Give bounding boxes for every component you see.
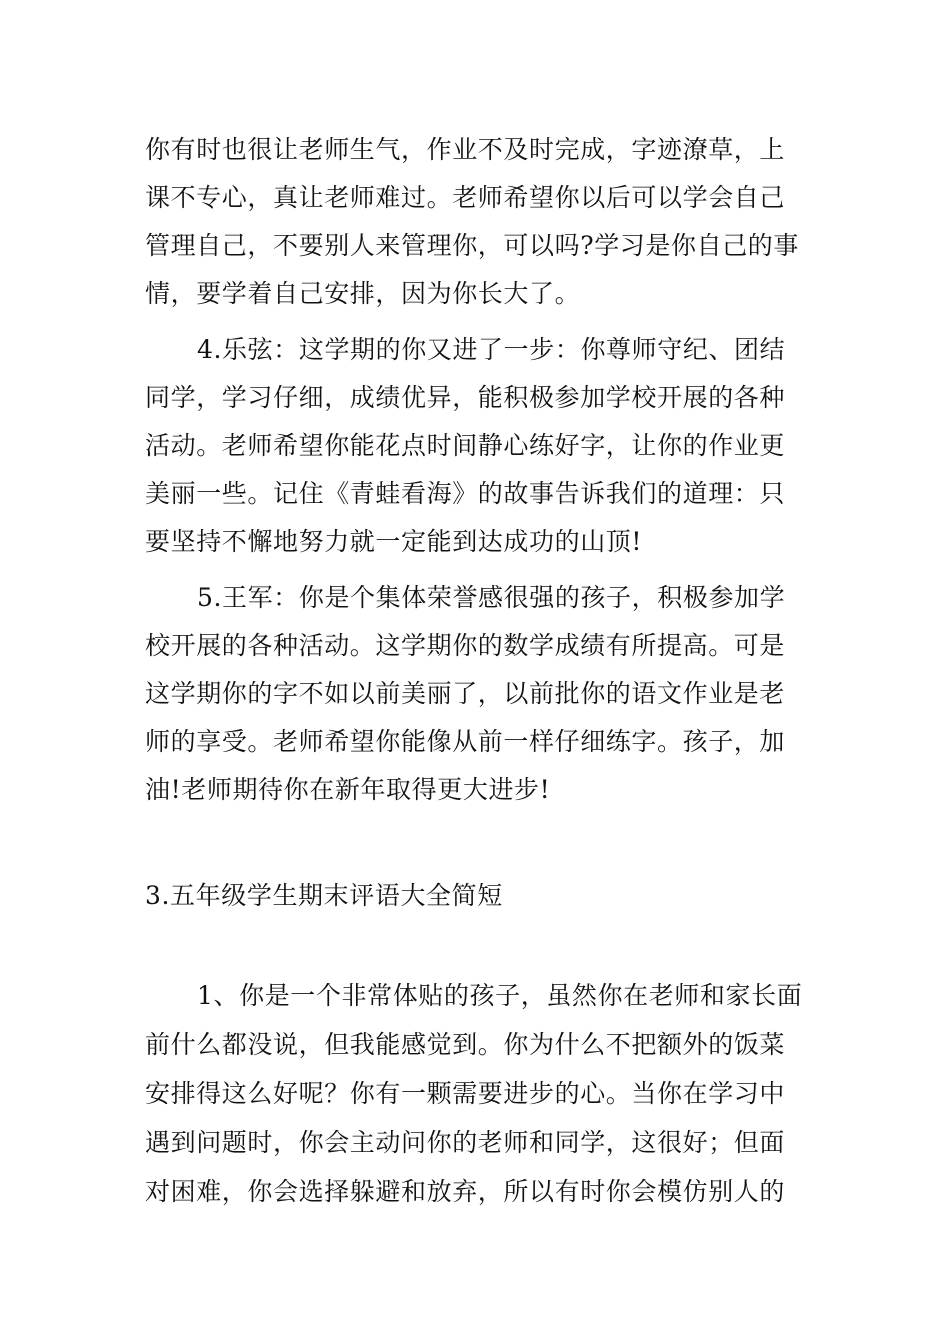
paragraph-line: 5.王军：你是个集体荣誉感很强的孩子，积极参加学 [197, 583, 786, 612]
paragraph-line: 4.乐弦：这学期的你又进了一步：你尊师守纪、团结 [197, 335, 786, 364]
paragraph-line: 安排得这么好呢？你有一颗需要进步的心。当你在学习中 [145, 1079, 786, 1108]
paragraph-line: 情，要学着自己安排，因为你长大了。 [145, 279, 581, 308]
paragraph-line: 要坚持不懈地努力就一定能到达成功的山顶! [145, 527, 643, 556]
paragraph-line: 这学期你的字不如以前美丽了，以前批你的语文作业是老 [145, 679, 786, 708]
paragraph-line: 油!老师期待你在新年取得更大进步! [145, 775, 551, 804]
paragraph-line: 管理自己，不要别人来管理你，可以吗?学习是你自己的事 [145, 231, 800, 260]
paragraph-line: 美丽一些。记住《青蛙看海》的故事告诉我们的道理：只 [145, 479, 786, 508]
paragraph-line: 你有时也很让老师生气，作业不及时完成，字迹潦草，上 [145, 135, 786, 164]
paragraph-line: 活动。老师希望你能花点时间静心练好字，让你的作业更 [145, 431, 786, 460]
section-heading: 3.五年级学生期末评语大全简短 [145, 881, 503, 910]
paragraph-line: 校开展的各种活动。这学期你的数学成绩有所提高。可是 [145, 631, 786, 660]
paragraph-line: 师的享受。老师希望你能像从前一样仔细练字。孩子，加 [145, 727, 786, 756]
paragraph-line: 遇到问题时，你会主动问你的老师和同学，这很好；但面 [145, 1128, 786, 1157]
paragraph-line: 前什么都没说，但我能感觉到。你为什么不把额外的饭菜 [145, 1030, 786, 1059]
paragraph-line: 同学，学习仔细，成绩优异，能积极参加学校开展的各种 [145, 383, 786, 412]
paragraph-line: 课不专心，真让老师难过。老师希望你以后可以学会自己 [145, 183, 786, 212]
paragraph-line: 1、你是一个非常体贴的孩子，虽然你在老师和家长面 [197, 981, 803, 1010]
paragraph-line: 对困难，你会选择躲避和放弃，所以有时你会模仿别人的 [145, 1177, 786, 1206]
